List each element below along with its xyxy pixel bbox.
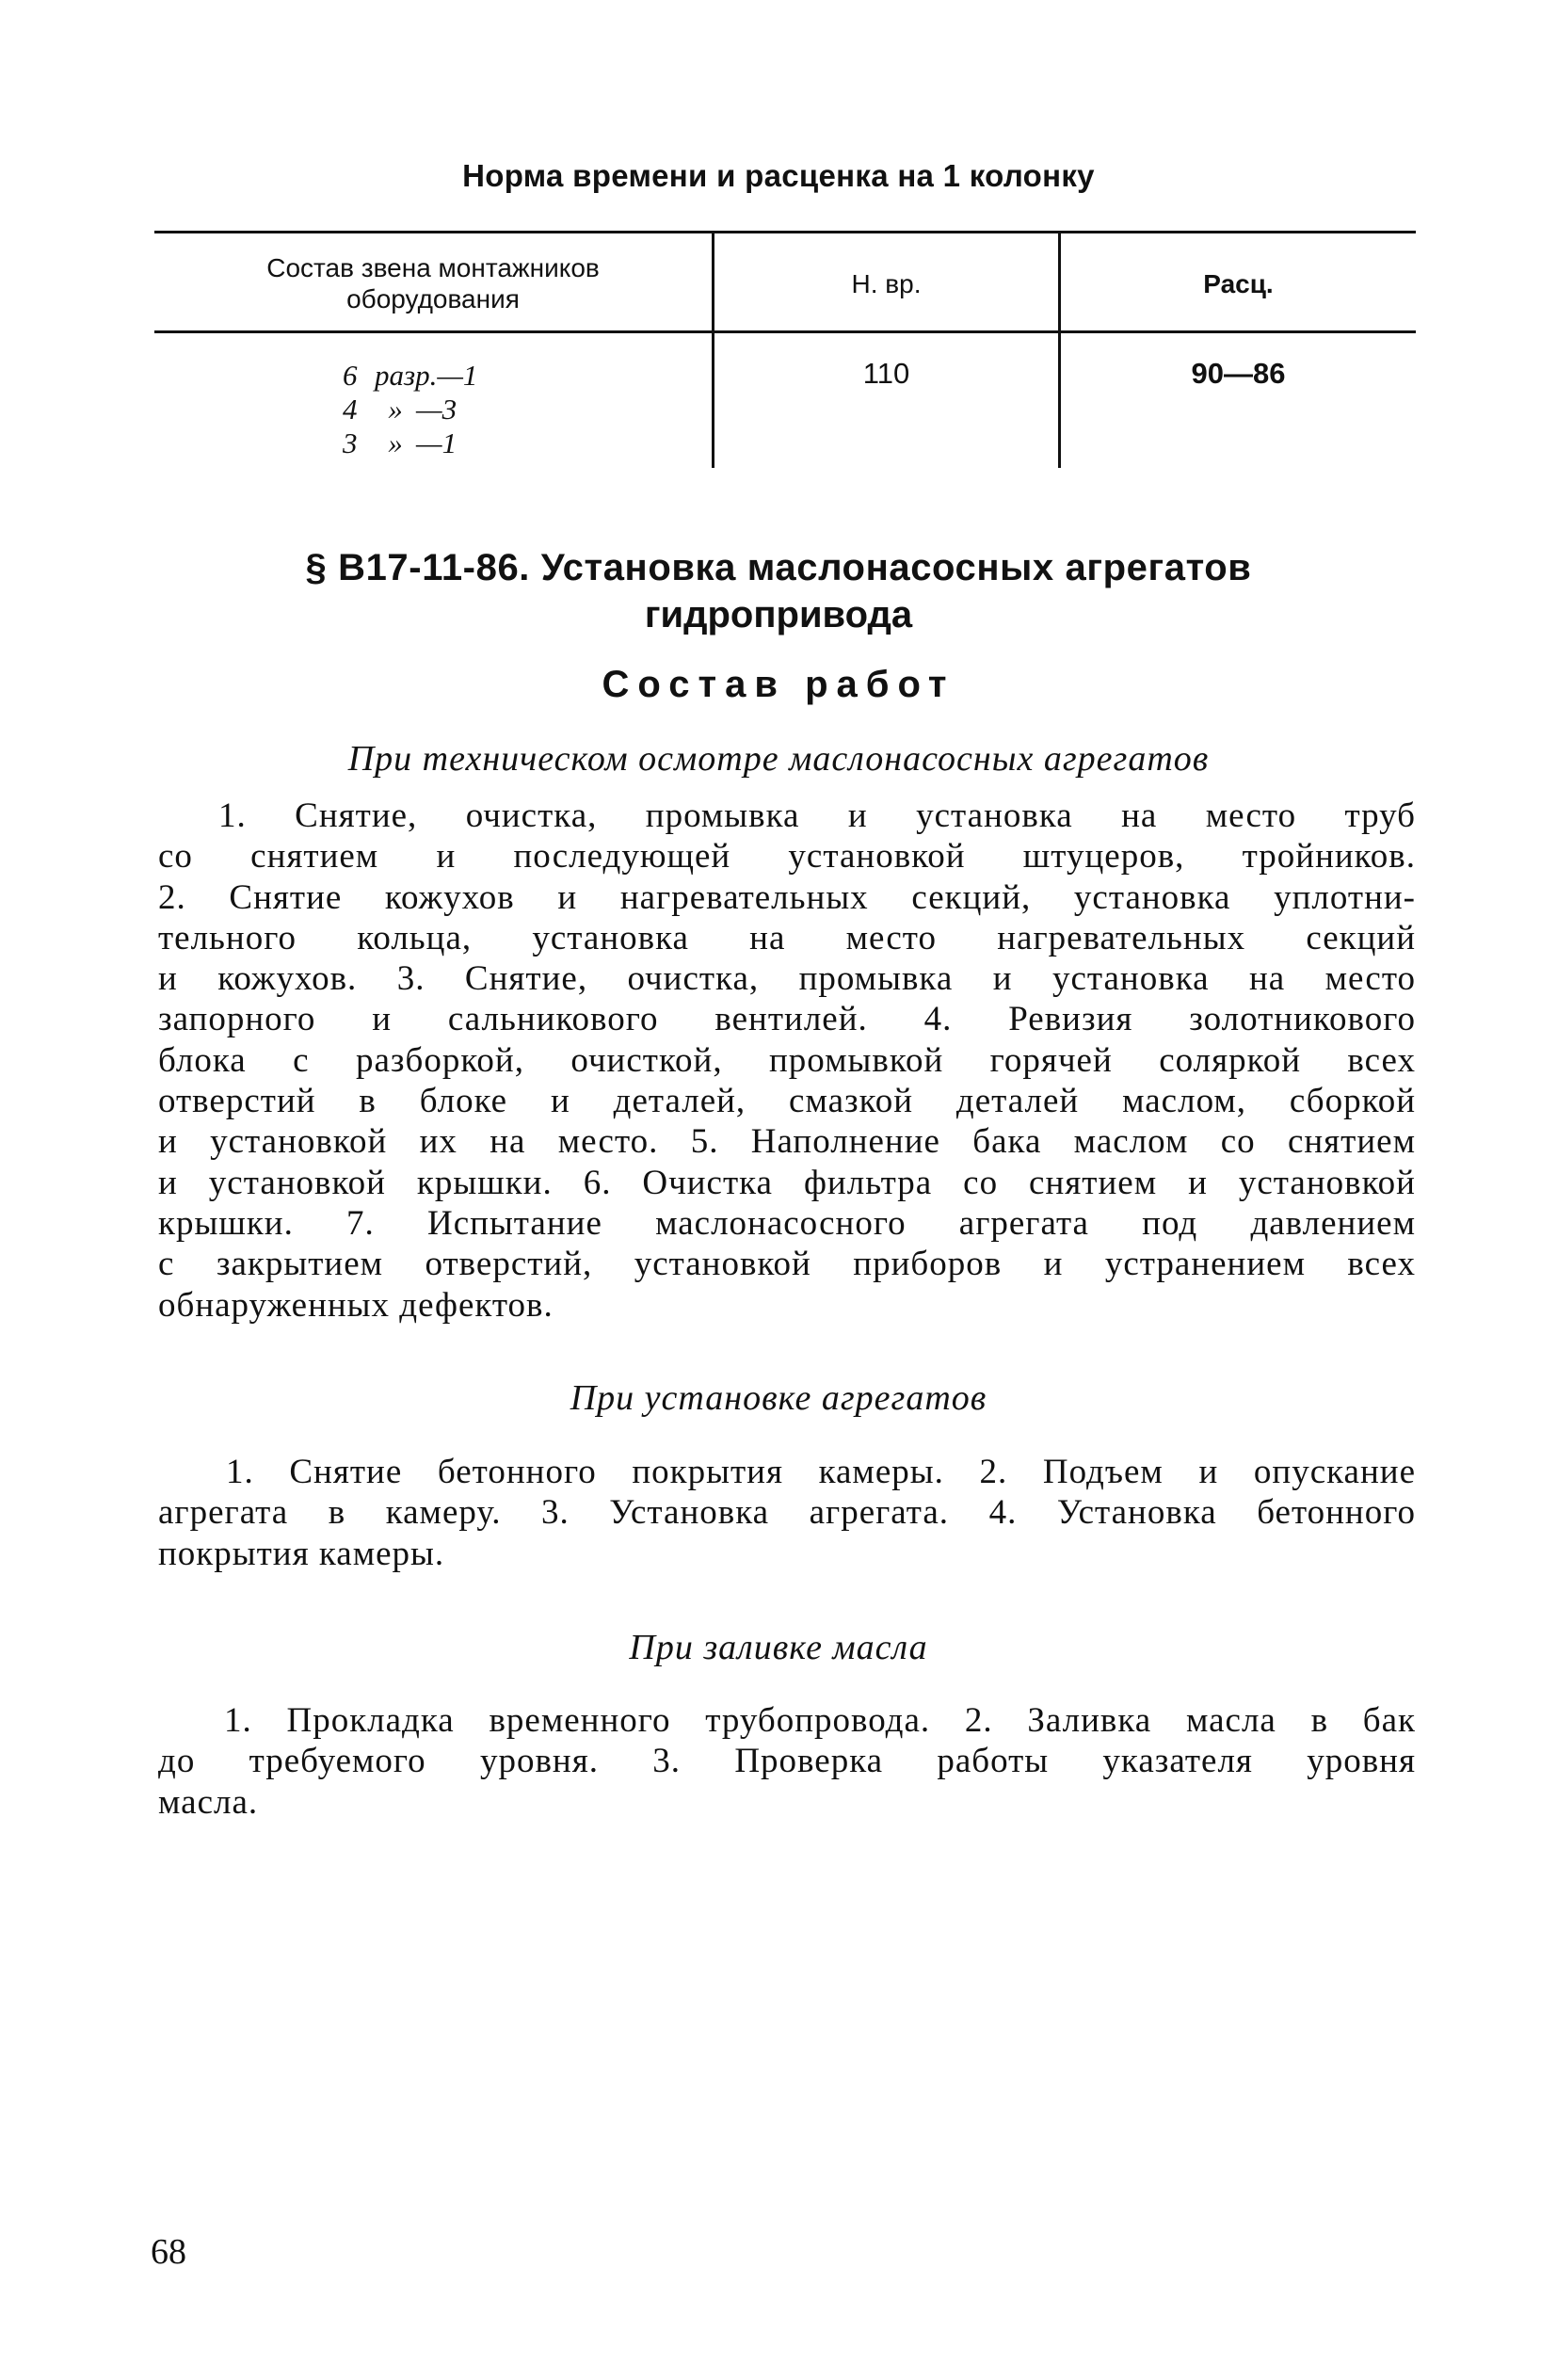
inspection-paragraph bbox=[158, 796, 1416, 1326]
time-norm-value: 110 bbox=[862, 357, 910, 390]
paragraph-line: и установкой их на место. 5. Наполнение бака маслом со снятием bbox=[158, 1122, 1416, 1162]
installation-heading: При установке агрегатов bbox=[570, 1378, 987, 1418]
header-crew-line2: оборудования bbox=[346, 284, 520, 314]
section-title-line1: § В17-11-86. Установка маслонасосных агрегатов bbox=[305, 547, 1252, 588]
crew-count: —3 bbox=[416, 393, 457, 426]
paragraph-line: со снятием и последующей установкой штуцеров, тройников. bbox=[158, 837, 1416, 876]
paragraph-line: до требуемого уровня. 3. Проверка работы указателя уровня bbox=[158, 1742, 1416, 1781]
composition-heading: Состав работ bbox=[602, 664, 955, 705]
paragraph-line: обнаруженных дефектов. bbox=[158, 1285, 554, 1325]
paragraph-line: отверстий в блоке и деталей, смазкой деталей маслом, сборкой bbox=[158, 1082, 1416, 1121]
paragraph-line: агрегата в камеру. 3. Установка агрегата. 4. Установка бетонного bbox=[158, 1493, 1416, 1533]
paragraph-line: блока с разборкой, очисткой, промывкой горячей соляркой всех bbox=[158, 1040, 1416, 1080]
section-title bbox=[0, 544, 1557, 638]
crew-grade: 3 bbox=[343, 426, 358, 459]
paragraph-line: покрытия камеры. bbox=[158, 1534, 445, 1573]
crew-composition bbox=[343, 359, 477, 460]
table-title: Норма времени и расценка на 1 колонку bbox=[462, 158, 1095, 193]
rate-value: 90—86 bbox=[1191, 357, 1286, 390]
crew-row bbox=[343, 359, 477, 393]
crew-mark: » bbox=[388, 426, 403, 459]
paragraph-line: с закрытием отверстий, установкой приборов и устранением всех bbox=[158, 1245, 1416, 1284]
crew-grade: 6 bbox=[343, 359, 358, 392]
crew-mark: разр. bbox=[375, 359, 438, 392]
crew-count: —1 bbox=[416, 426, 457, 459]
paragraph-line: крышки. 7. Испытание маслонасосного агрегата под давлением bbox=[158, 1203, 1416, 1243]
section-title-line2: гидропривода bbox=[644, 594, 913, 635]
header-rate: Расц. bbox=[1203, 268, 1274, 298]
header-crew-line1: Состав звена монтажников bbox=[266, 253, 600, 282]
paragraph-line: тельного кольца, установка на место нагревательных секций bbox=[158, 918, 1416, 957]
crew-row bbox=[343, 426, 477, 460]
page-number: 68 bbox=[151, 2232, 186, 2272]
table-top-rule bbox=[154, 231, 1416, 233]
paragraph-line: и установкой крышки. 6. Очистка фильтра со снятием и установкой bbox=[158, 1163, 1416, 1202]
paragraph-line: и кожухов. 3. Снятие, очистка, промывка и установка на место bbox=[158, 959, 1416, 999]
header-time-norm: Н. вр. bbox=[851, 268, 922, 298]
paragraph-line: 1. Снятие бетонного покрытия камеры. 2. Подъем и опускание bbox=[226, 1453, 1416, 1491]
paragraph-line: 1. Снятие, очистка, промывка и установка на место труб bbox=[218, 796, 1416, 835]
paragraph-line: 1. Прокладка временного трубопровода. 2. Заливка масла в бак bbox=[224, 1701, 1416, 1740]
crew-mark: » bbox=[388, 393, 403, 426]
crew-grade: 4 bbox=[343, 393, 358, 426]
paragraph-line: 2. Снятие кожухов и нагревательных секций, установка уплотни- bbox=[158, 877, 1416, 917]
inspection-heading: При техническом осмотре маслонасосных агрегатов bbox=[347, 739, 1210, 779]
oil-filling-heading: При заливке масла bbox=[629, 1628, 928, 1667]
crew-count: —1 bbox=[437, 359, 478, 392]
crew-row bbox=[343, 393, 477, 426]
table-header-rule bbox=[154, 330, 1416, 333]
paragraph-line: масла. bbox=[158, 1782, 259, 1822]
paragraph-line: запорного и сальникового вентилей. 4. Ревизия золотникового bbox=[158, 1000, 1416, 1039]
installation-paragraph bbox=[158, 1452, 1416, 1574]
header-crew bbox=[154, 236, 712, 330]
oil-filling-paragraph bbox=[158, 1700, 1416, 1823]
